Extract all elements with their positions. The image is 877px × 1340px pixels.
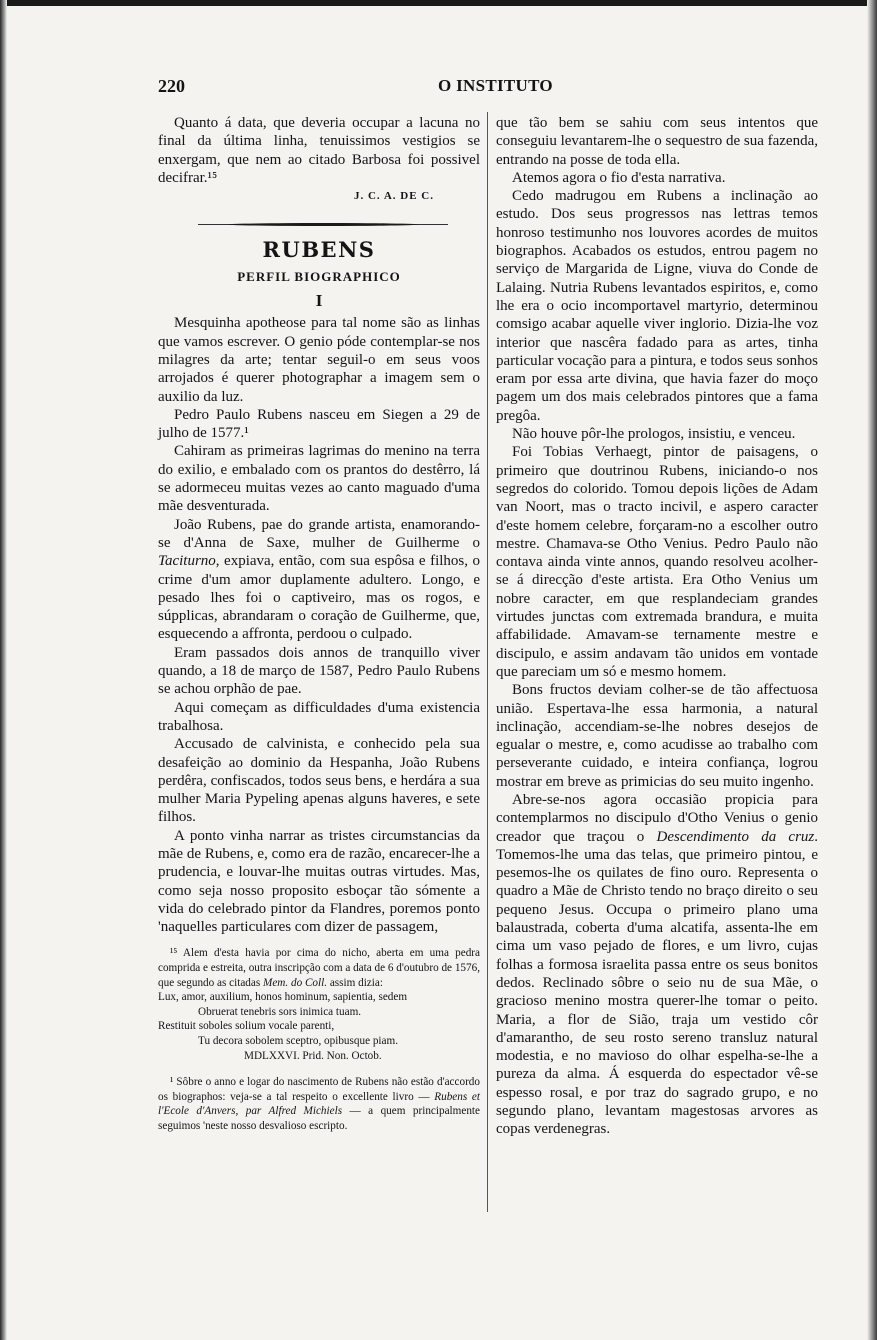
italic-text: Rubens et l'Ecole d'Anvers, par Alfred Michiels [158, 1090, 480, 1118]
scan-right-edge [867, 0, 877, 1340]
inscription-line: Lux, amor, auxilium, honos hominum, sapientia, sedem [158, 991, 408, 1004]
scan-left-edge [0, 0, 7, 1340]
paragraph: Pedro Paulo Rubens nasceu em Siegen a 29 de julho de 1577.¹ [158, 406, 480, 442]
inscription-line: Restituit soboles solium vocale parenti, [158, 1020, 335, 1033]
italic-text: Descendimento da cruz [656, 828, 815, 845]
italic-text: Mem. do Coll. [263, 976, 328, 989]
text-run: , expiava, então, com sua espôsa e filhos, o crime d'um amor duplamente adultero. Longo, e pesado lhes foi o captiveiro, mas os rogos, e súpplicas, abrandaram o coração de Guilherme, que, esquecendo a affronta, perdoou o culpado. [158, 553, 480, 643]
page-number: 220 [158, 76, 185, 96]
running-title: O INSTITUTO [438, 76, 553, 95]
footnote-1 [158, 1075, 480, 1133]
rule-thick-line [228, 223, 418, 226]
paragraph [496, 791, 818, 1139]
scan-top-edge [0, 0, 877, 6]
right-column [496, 114, 818, 1139]
ornamental-rule [158, 211, 480, 237]
left-column [158, 114, 480, 1134]
inscription-line: MDLXXVI. Prid. Non. Octob. [244, 1049, 382, 1062]
paragraph: Cedo madrugou em Rubens a inclinação ao estudo. Dos seus progressos nas lettras temos honroso testimunho nos louvores acordes de muitos biographos. Acabados os estudos, entrou pagem no serviço de Margarida de Ligne, viuva do Conde de Lalaing. Nutria Rubens levantados espiritos, e, como lhe era o ocio incomportavel martyrio, determinou comsigo acabar aquelle viver inglorio. Dizia-lhe voz interior que nascêra fadado para as artes, tinha particular vocação para a pintura, e todos seus sonhos eram por essa arte divina, que havia fazer do moço pagem um dos mais celebrados pintores que a fama pregôa. [496, 188, 818, 424]
article-title: RUBENS [262, 237, 376, 263]
column-divider [487, 112, 488, 1212]
text-run: João Rubens, pae do grande artista, enamorando-se d'Anna de Saxe, mulher de Guilherme o [158, 516, 480, 551]
footnotes [158, 946, 480, 1133]
paragraph: Atemos agora o fio d'esta narrativa. [512, 169, 726, 186]
paragraph: Cahiram as primeiras lagrimas do menino na terra do exilio, e embalado com os prantos do destêrro, lá se adormeceu muitas vezes ao canto maguado d'uma mãe desventurada. [158, 443, 480, 515]
paragraph: que tão bem se sahiu com seus intentos que conseguiu levantarem-lhe o sequestro de sua fazenda, entrando na posse de toda ella. [496, 115, 818, 168]
inscription-line: Obruerat tenebris sors inimica tuam. [198, 1005, 362, 1018]
paragraph: Accusado de calvinista, e conhecido pela sua desafeição ao dominio da Hespanha, João Rubens perdêra, confiscados, todos seus bens, e herdára a sua mulher Maria Pypeling apenas alguns haveres, e sete filhos. [158, 736, 480, 826]
paragraph: Eram passados dois annos de tranquillo viver quando, a 18 de março de 1587, Pedro Paulo Rubens se achou orphão de pae. [158, 644, 480, 698]
text-run: Abre-se-nos agora occasião propicia para contemplarmos no discipulo d'Otho Venius o genio creador que traçou o [496, 791, 818, 845]
paragraph: Aqui começam as difficuldades d'uma existencia trabalhosa. [158, 699, 480, 734]
text-run: — a quem principalmente seguimos 'neste nosso desvalioso escripto. [158, 1105, 480, 1132]
text-run: assim dizia: [327, 976, 383, 989]
text-run: ¹⁵ Alem d'esta havia por cima do nicho, aberta em uma pedra comprida e estreita, outra inscripção com a data de 6 d'outubro de 1576, que segundo as citadas [158, 947, 480, 989]
paragraph: Quanto á data, que deveria occupar a lacuna no final da última linha, tenuissimos vestigios se enxergam, que nem ao citado Barbosa foi possivel decifrar.¹⁵ [158, 115, 480, 186]
section-numeral: I [315, 291, 323, 311]
article-subtitle: PERFIL BIOGRAPHICO [237, 268, 401, 284]
page-header [158, 76, 818, 100]
paragraph: A ponto vinha narrar as tristes circumstancias da mãe de Rubens, e, como era de razão, encarecer-lhe a prudencia, e louvar-lhe muitas outras virtudes. Mas, como seja nosso proposito esboçar tão sómente a vida do celebrado pintor da Flandres, poremos ponto 'naquelles particulares com dizer de passagem, [158, 827, 480, 936]
paragraph: Não houve pôr-lhe prologos, insistiu, e venceu. [512, 426, 796, 443]
text-run: . Tomemos-lhe uma das telas, que primeiro pintou, e pesemos-lhe os quilates de fino ouro. Representa o quadro a Mãe de Christo tendo no braço direito o seu pequeno Jesus. Occupa o primeiro plano uma balaustrada, coberta d'uma alcatifa, assenta-lhe em cima um vaso pejado de flores, e um livro, cujas folhas a formosa israelita passa entre os seus bonitos dedos. Reclinado sôbre o seio nu de sua Mãe, o gracioso menino mostra querer-lhe tomar o peito. Maria, a flor de Sião, traja um vestido côr d'amaranthо, de seu rosto sereno transluz natural modestia, e no mavioso do olhar espelha-se-lhe a pureza da alma. Á esquerda do espectador vê-se espesso rosal, e por traz do sagrado grupo, e no segundo plano, levantam magestosas arvores as copas verdenegras. [496, 828, 818, 1138]
paragraph [158, 516, 480, 644]
paragraph: Bons fructos deviam colher-se de tão affectuosa união. Espertava-lhe essa harmonia, a natural inclinação, accendiam-se-lhe nobres desejos de egualar o mestre, e, como acudisse ao trabalho com perseverante cuidado, e inteira confiança, logrou mostrar em breve as primicias do seu muito ingenho. [496, 682, 818, 790]
footnote-15 [158, 946, 480, 990]
paragraph: Foi Tobias Verhaegt, pintor de paisagens, o primeiro que doutrinou Rubens, iniciando-o nos segredos do colorido. Tomou depois lições de Adam van Noort, mas o tracto incivil, e aspero caracter d'este homem celebre, forçaram-no a escolher outro mestre. Chamava-se Otho Venius. Pedro Paulo não contava ainda vinte annos, quando resolveu acolher-se á direcção d'este artista. Era Otho Venius um nobre caracter, em que resplandeciam grandes virtudes junctas com extremada brandura, e muita affabilidade. Amavam-se ternamente mestre e discipulo, e assim andavam tão unidos em vontade que pareciam um só e mesmo homem. [496, 444, 818, 680]
author-signature: J. C. A. DE C. [353, 190, 434, 203]
footnote-gap [158, 1063, 480, 1075]
text-run: ¹ Sôbre o anno e logar do nascimento de Rubens não estão d'accordo os biographos: veja-se a tal respeito o excellente livro — [158, 1076, 480, 1103]
inscription-line: Tu decora sobolem sceptro, opibusque piam. [198, 1035, 398, 1048]
paragraph: Mesquinha apotheose para tal nome são as linhas que vamos escrever. O genio póde contemplar-se nos milagres da arte; tentar seguil-o em seus voos arrojados é querer photographar a imagem sem o auxilio da luz. [158, 315, 480, 405]
italic-text: Taciturno [158, 553, 216, 570]
